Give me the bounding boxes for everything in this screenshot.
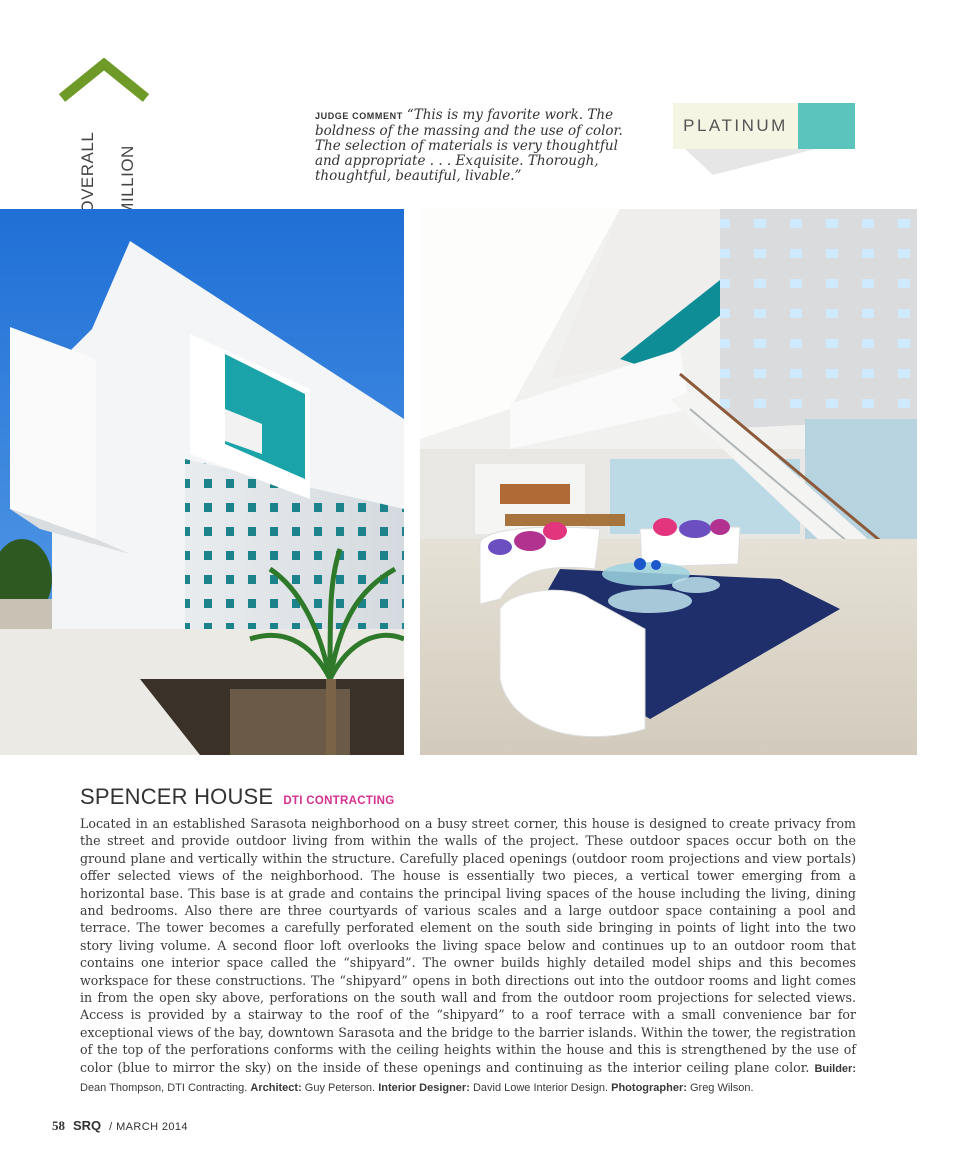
article-body-text: Located in an established Sarasota neighborhood on a busy street corner, this house is designed to create privacy from the street and provide outdoor living from within the walls of the project. These outdoor spaces occur both on the ground plane and vertically within the structure. Carefully placed openings (outdoor room projections and view portals) offer selected views of the neighborhood. The house is essentially two pieces, a vertical tower emerging from a horizontal base. This base is at grade and contains the principal living spaces of the house including the living, dining and bedrooms. Also there are three courtyards of various scales and a large outdoor space containing a pool and terrace. The tower becomes a carefully perforated element on the south side bringing in points of light into the two story living volume. A second floor loft overlooks the living space below and continues up to an outdoor room that contains one interior space called the “shipyard”. The owner builds highly detailed model ships and this becomes workspace for these constructions. The “shipyard” opens in both directions out into the outdoor rooms and light comes in from the open sky above, perforations on the south wall and from the outdoor room projections for selected views. Access is provided by a stairway to the roof of the “shipyard” to a roof terrace with a small convenience bar for exceptional views of the bay, downtown Sarasota and the bridge to the barrier islands. Within the tower, the registration of the top of the perforations conforms with the ceiling heights within the house and this is strengthened by the use of color (blue to mirror the sky) on the inside of these openings and continuing as the interior ceiling plane color. <box>80 816 856 1075</box>
chevron-up-icon <box>58 58 150 104</box>
page-number: 58 <box>52 1118 65 1133</box>
page-footer <box>52 1118 188 1134</box>
house-exterior-photo <box>0 209 404 755</box>
judge-comment <box>315 108 635 184</box>
article-title: SPENCER HOUSE <box>80 784 274 809</box>
judge-comment-label: JUDGE COMMENT <box>315 111 403 121</box>
designer-credit-label: Interior Designer: <box>378 1082 470 1095</box>
living-room-interior-photo <box>420 209 917 755</box>
award-level-label: PLATINUM <box>673 103 798 149</box>
photographer-credit-value: Greg Wilson. <box>689 1082 754 1095</box>
article-headline <box>80 784 860 810</box>
builder-credit-label: Builder: <box>814 1062 856 1075</box>
judge-comment-quote: “This is my favorite work. The boldness of the massing and the use of color. The selection of materials is very thoughtful and appropriate . . . Exquisite. Thorough, thoughtful, beautiful, livable.” <box>315 107 623 184</box>
architect-credit-label: Architect: <box>250 1082 302 1095</box>
article-body <box>80 815 856 1098</box>
award-color-block <box>798 103 855 149</box>
magazine-name: SRQ <box>73 1118 102 1133</box>
issue-date: / MARCH 2014 <box>109 1121 188 1133</box>
designer-credit-value: David Lowe Interior Design. <box>472 1082 609 1095</box>
builder-tag: DTI CONTRACTING <box>283 795 395 807</box>
photographer-credit-label: Photographer: <box>611 1082 687 1095</box>
platinum-award-badge <box>673 103 855 173</box>
architect-credit-value: Guy Peterson. <box>304 1082 376 1095</box>
badge-shadow <box>683 147 833 177</box>
builder-credit-value: Dean Thompson, DTI Contracting. <box>80 1082 248 1095</box>
